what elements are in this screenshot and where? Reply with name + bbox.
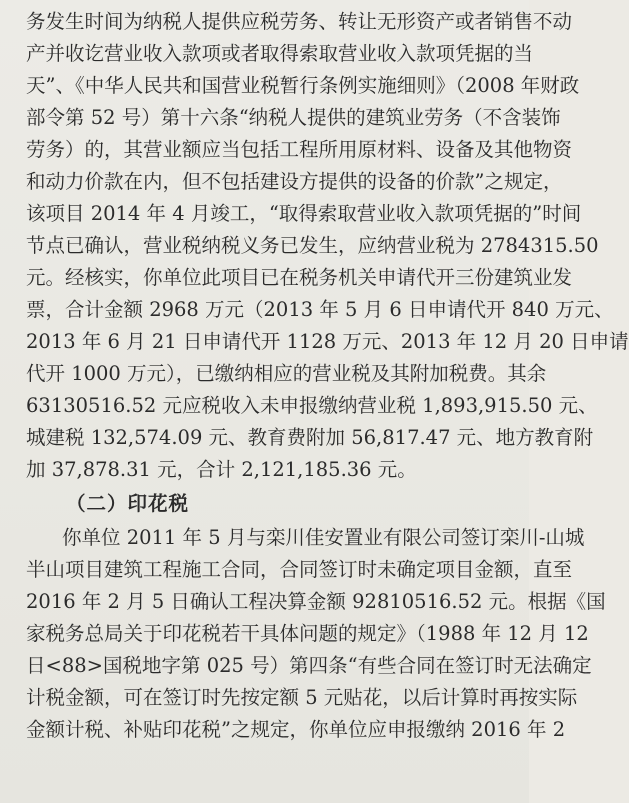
text-line: 家税务总局关于印花税若干具体问题的规定》（1988 年 12 月 12 [26,622,589,645]
text-line: 半山项目建筑工程施工合同，合同签订时未确定项目金额，直至 [26,558,573,581]
text-line: 劳务）的，其营业额应当包括工程所用原材料、设备及其他物资 [26,138,573,161]
text-line: 63130516.52 元应税收入未申报缴纳营业税 1,893,915.50 元、 [26,394,598,417]
text-line: 节点已确认，营业税纳税义务已发生，应纳营业税为 2784315.50 [26,234,599,257]
text-line: 你单位 2011 年 5 月与栾川佳安置业有限公司签订栾川-山城 [62,526,585,549]
text-line: 代开 1000 万元），已缴纳相应的营业税及其附加税费。其余 [26,362,547,385]
text-line: 城建税 132,574.09 元、教育费附加 56,817.47 元、地方教育附 [26,426,594,449]
text-line: 计税金额，可在签订时先按定额 5 元贴花，以后计算时再按实际 [26,686,578,709]
text-line: 该项目 2014 年 4 月竣工，“取得索取营业收入款项凭据的”时间 [26,202,582,225]
text-line: 务发生时间为纳税人提供应税劳务、转让无形资产或者销售不动 [26,10,573,33]
text-line: 加 37,878.31 元，合计 2,121,185.36 元。 [26,458,417,481]
text-line: 产并收讫营业收入款项或者取得索取营业收入款项凭据的当 [26,42,534,65]
text-line: 天”、《中华人民共和国营业税暂行条例实施细则》（2008 年财政 [26,74,580,97]
text-line: 元。经核实，你单位此项目已在税务机关申请代开三份建筑业发 [26,266,573,289]
text-line: 2016 年 2 月 5 日确认工程决算金额 92810516.52 元。根据《国 [26,590,606,613]
text-line: 日<88>国税地字第 025 号）第四条“有些合同在签订时无法确定 [26,654,592,677]
text-line: 和动力价款在内，但不包括建设方提供的设备的价款”之规定， [26,170,563,193]
text-line: 金额计税、补贴印花税”之规定，你单位应申报缴纳 2016 年 2 [26,718,566,741]
text-line: 部令第 52 号）第十六条“纳税人提供的建筑业劳务（不含装饰 [26,106,561,129]
text-line: 2013 年 6 月 21 日申请代开 1128 万元、2013 年 12 月 20 日申请 [26,330,629,353]
section-heading: （二）印花税 [66,492,190,515]
text-line: 票，合计金额 2968 万元（2013 年 5 月 6 日申请代开 840 万元、 [26,298,614,321]
